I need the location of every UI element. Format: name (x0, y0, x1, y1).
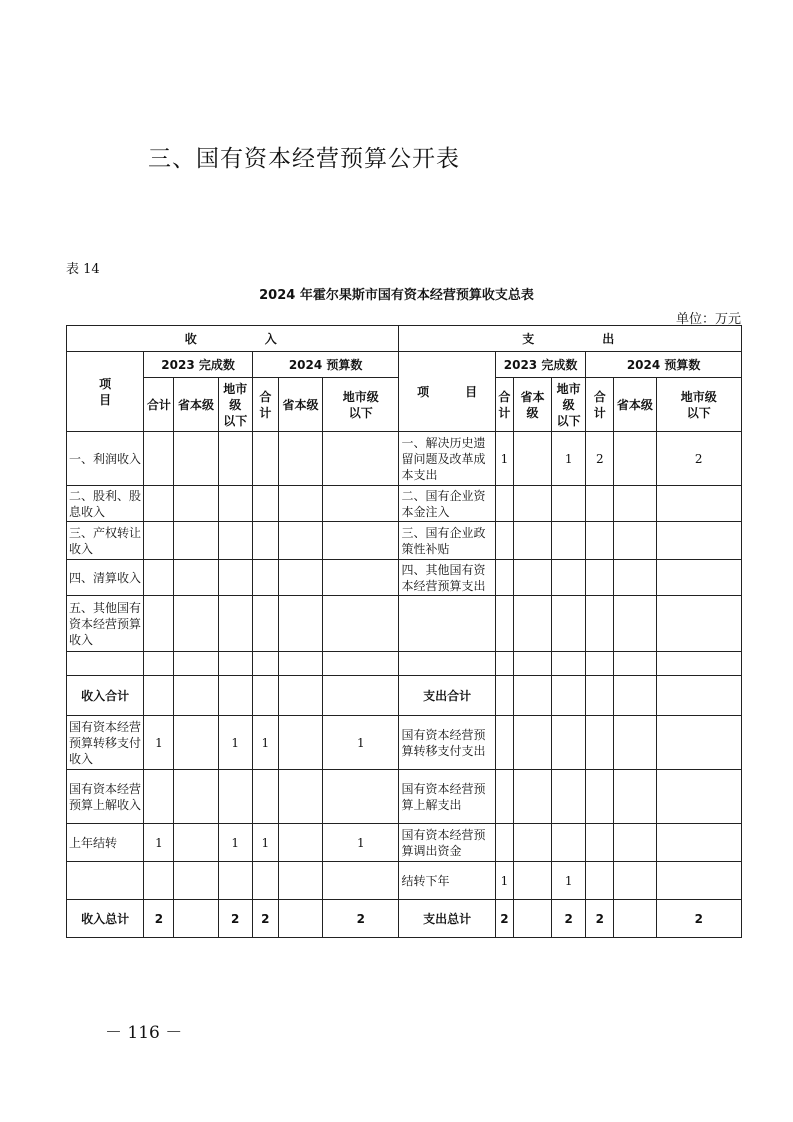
expense-value-cell (495, 522, 513, 560)
page-heading: 三、国有资本经营预算公开表 (148, 146, 460, 172)
expense-item-label: 支出合计 (399, 676, 495, 716)
expense-value-cell (614, 596, 656, 652)
table-row (67, 824, 742, 862)
income-value-cell (174, 676, 218, 716)
income-value-cell (323, 432, 399, 486)
income-value-cell (278, 716, 322, 770)
col-local: 地市级 以下 (323, 378, 399, 432)
expense-value-cell (513, 652, 551, 676)
income-value-cell: 1 (218, 824, 252, 862)
income-value-cell (278, 824, 322, 862)
income-value-cell: 1 (144, 824, 174, 862)
expense-item-label (399, 596, 495, 652)
income-item-label: 三、产权转让收入 (67, 522, 144, 560)
income-value-cell (252, 596, 278, 652)
table-row (67, 596, 742, 652)
table-row (67, 770, 742, 824)
expense-value-cell (513, 432, 551, 486)
expense-value-cell (614, 432, 656, 486)
expense-value-cell (656, 652, 742, 676)
expense-value-cell (614, 716, 656, 770)
income-value-cell (174, 560, 218, 596)
expense-value-cell: 1 (495, 862, 513, 900)
expense-value-cell (552, 770, 586, 824)
income-value-cell (218, 770, 252, 824)
expense-item-label: 支出总计 (399, 900, 495, 938)
income-value-cell (278, 770, 322, 824)
expense-value-cell (614, 824, 656, 862)
expense-value-cell: 2 (586, 432, 614, 486)
income-item-label: 收入总计 (67, 900, 144, 938)
income-value-cell (323, 486, 399, 522)
expense-value-cell (586, 596, 614, 652)
income-item-label: 国有资本经营预算转移支付收入 (67, 716, 144, 770)
income-2023-header: 2023 完成数 (144, 352, 252, 378)
expense-value-cell: 2 (586, 900, 614, 938)
expense-value-cell: 1 (495, 432, 513, 486)
income-item-label: 二、股利、股息收入 (67, 486, 144, 522)
expense-value-cell (513, 560, 551, 596)
budget-summary-table (66, 325, 742, 938)
table-row (67, 900, 742, 938)
income-value-cell (144, 770, 174, 824)
income-value-cell (218, 522, 252, 560)
expense-value-cell (495, 716, 513, 770)
expense-value-cell (614, 522, 656, 560)
income-value-cell: 2 (323, 900, 399, 938)
col-province: 省本 级 (513, 378, 551, 432)
table-row (67, 862, 742, 900)
income-value-cell (144, 432, 174, 486)
expense-item-label: 国有资本经营预算上解支出 (399, 770, 495, 824)
expense-value-cell (513, 824, 551, 862)
expense-value-cell (656, 824, 742, 862)
expense-value-cell (513, 770, 551, 824)
expense-value-cell (495, 824, 513, 862)
income-value-cell (323, 676, 399, 716)
unit-label: 单位：万元 (675, 312, 741, 327)
table-row (67, 560, 742, 596)
income-value-cell: 1 (218, 716, 252, 770)
income-value-cell (144, 676, 174, 716)
income-value-cell: 1 (144, 716, 174, 770)
income-value-cell (252, 432, 278, 486)
expense-value-cell (495, 652, 513, 676)
income-value-cell: 2 (144, 900, 174, 938)
income-value-cell (174, 862, 218, 900)
income-header: 收 入 (67, 326, 399, 352)
col-total: 合 计 (252, 378, 278, 432)
income-value-cell (323, 560, 399, 596)
col-local: 地市 级 以下 (218, 378, 252, 432)
expense-value-cell (614, 676, 656, 716)
expense-value-cell (656, 862, 742, 900)
income-value-cell (278, 862, 322, 900)
expense-value-cell (586, 560, 614, 596)
expense-value-cell (513, 900, 551, 938)
income-value-cell (278, 432, 322, 486)
income-value-cell (218, 486, 252, 522)
income-value-cell (174, 596, 218, 652)
income-value-cell (174, 716, 218, 770)
income-value-cell (278, 900, 322, 938)
expense-value-cell (552, 560, 586, 596)
col-total: 合计 (144, 378, 174, 432)
expense-value-cell (614, 770, 656, 824)
income-value-cell: 1 (323, 716, 399, 770)
income-item-label: 四、清算收入 (67, 560, 144, 596)
expense-value-cell (552, 522, 586, 560)
table-row (67, 522, 742, 560)
expense-value-cell (586, 486, 614, 522)
table-row (67, 676, 742, 716)
income-value-cell (252, 770, 278, 824)
income-item-header: 项 目 (67, 352, 144, 432)
expense-value-cell (495, 770, 513, 824)
income-value-cell (278, 560, 322, 596)
income-value-cell (218, 560, 252, 596)
expense-value-cell (513, 486, 551, 522)
income-item-label (67, 652, 144, 676)
expense-value-cell (614, 486, 656, 522)
col-province: 省本级 (614, 378, 656, 432)
income-value-cell (218, 862, 252, 900)
income-value-cell: 2 (218, 900, 252, 938)
expense-value-cell: 2 (656, 900, 742, 938)
expense-value-cell (586, 770, 614, 824)
income-value-cell (174, 824, 218, 862)
expense-item-label: 国有资本经营预算转移支付支出 (399, 716, 495, 770)
expense-value-cell (552, 486, 586, 522)
expense-value-cell (552, 824, 586, 862)
expense-item-label: 三、国有企业政策性补贴 (399, 522, 495, 560)
income-value-cell (323, 770, 399, 824)
expense-value-cell (586, 862, 614, 900)
income-value-cell (174, 432, 218, 486)
income-value-cell (278, 676, 322, 716)
income-value-cell: 1 (252, 716, 278, 770)
income-value-cell (252, 522, 278, 560)
expense-value-cell (513, 716, 551, 770)
table-number: 表 14 (66, 262, 100, 277)
income-value-cell (278, 486, 322, 522)
expense-value-cell (586, 676, 614, 716)
income-value-cell (278, 652, 322, 676)
col-local: 地市 级 以下 (552, 378, 586, 432)
income-value-cell (252, 486, 278, 522)
expense-value-cell (495, 596, 513, 652)
income-2024-header: 2024 预算数 (252, 352, 399, 378)
expense-value-cell (656, 716, 742, 770)
income-value-cell (252, 676, 278, 716)
expense-item-label: 结转下年 (399, 862, 495, 900)
expense-value-cell (513, 862, 551, 900)
page-number: － 116 － (105, 1023, 183, 1043)
income-item-label: 收入合计 (67, 676, 144, 716)
income-item-label: 一、利润收入 (67, 432, 144, 486)
income-value-cell (323, 862, 399, 900)
expense-value-cell (656, 676, 742, 716)
col-local: 地市级 以下 (656, 378, 742, 432)
expense-value-cell: 2 (552, 900, 586, 938)
income-value-cell (252, 862, 278, 900)
table-row (67, 652, 742, 676)
expense-item-label: 二、国有企业资本金注入 (399, 486, 495, 522)
expense-value-cell (552, 596, 586, 652)
income-item-label (67, 862, 144, 900)
expense-value-cell (495, 676, 513, 716)
table-row (67, 486, 742, 522)
expense-value-cell (586, 824, 614, 862)
income-value-cell (323, 652, 399, 676)
income-value-cell (323, 596, 399, 652)
expense-value-cell (656, 770, 742, 824)
expense-value-cell: 1 (552, 432, 586, 486)
income-value-cell (323, 522, 399, 560)
income-value-cell (144, 862, 174, 900)
col-total: 合 计 (586, 378, 614, 432)
expense-value-cell (586, 522, 614, 560)
expense-value-cell (614, 560, 656, 596)
expense-value-cell (586, 652, 614, 676)
expense-value-cell (495, 560, 513, 596)
expense-header: 支 出 (399, 326, 742, 352)
expense-item-label (399, 652, 495, 676)
expense-value-cell (552, 716, 586, 770)
col-total: 合 计 (495, 378, 513, 432)
expense-value-cell (552, 652, 586, 676)
income-value-cell (174, 770, 218, 824)
expense-value-cell (614, 862, 656, 900)
expense-item-label: 四、其他国有资本经营预算支出 (399, 560, 495, 596)
income-value-cell (144, 596, 174, 652)
table-row (67, 716, 742, 770)
income-value-cell (252, 560, 278, 596)
income-value-cell (218, 652, 252, 676)
income-value-cell (278, 522, 322, 560)
income-value-cell (218, 676, 252, 716)
expense-value-cell (513, 596, 551, 652)
income-value-cell (174, 652, 218, 676)
expense-value-cell: 2 (495, 900, 513, 938)
income-value-cell: 2 (252, 900, 278, 938)
expense-value-cell (614, 900, 656, 938)
expense-value-cell (656, 596, 742, 652)
income-value-cell (144, 522, 174, 560)
expense-value-cell (586, 716, 614, 770)
expense-item-label: 一、解决历史遗留问题及改革成本支出 (399, 432, 495, 486)
expense-value-cell: 2 (656, 432, 742, 486)
income-value-cell (174, 486, 218, 522)
income-value-cell (174, 522, 218, 560)
expense-value-cell (513, 676, 551, 716)
table-row (67, 432, 742, 486)
col-province: 省本级 (174, 378, 218, 432)
income-value-cell: 1 (323, 824, 399, 862)
income-value-cell (252, 652, 278, 676)
expense-item-header: 项 目 (399, 352, 495, 432)
income-item-label: 国有资本经营预算上解收入 (67, 770, 144, 824)
income-value-cell: 1 (252, 824, 278, 862)
expense-value-cell (656, 486, 742, 522)
income-value-cell (144, 486, 174, 522)
income-value-cell (218, 432, 252, 486)
table-caption: 2024 年霍尔果斯市国有资本经营预算收支总表 (259, 288, 534, 303)
income-value-cell (278, 596, 322, 652)
col-province: 省本级 (278, 378, 322, 432)
expense-value-cell: 1 (552, 862, 586, 900)
income-item-label: 上年结转 (67, 824, 144, 862)
income-value-cell (174, 900, 218, 938)
income-value-cell (144, 652, 174, 676)
income-value-cell (144, 560, 174, 596)
expense-value-cell (495, 486, 513, 522)
expense-item-label: 国有资本经营预算调出资金 (399, 824, 495, 862)
expense-value-cell (656, 522, 742, 560)
expense-value-cell (513, 522, 551, 560)
expense-2024-header: 2024 预算数 (586, 352, 742, 378)
income-value-cell (218, 596, 252, 652)
expense-value-cell (656, 560, 742, 596)
income-item-label: 五、其他国有资本经营预算收入 (67, 596, 144, 652)
expense-value-cell (614, 652, 656, 676)
expense-value-cell (552, 676, 586, 716)
expense-2023-header: 2023 完成数 (495, 352, 585, 378)
